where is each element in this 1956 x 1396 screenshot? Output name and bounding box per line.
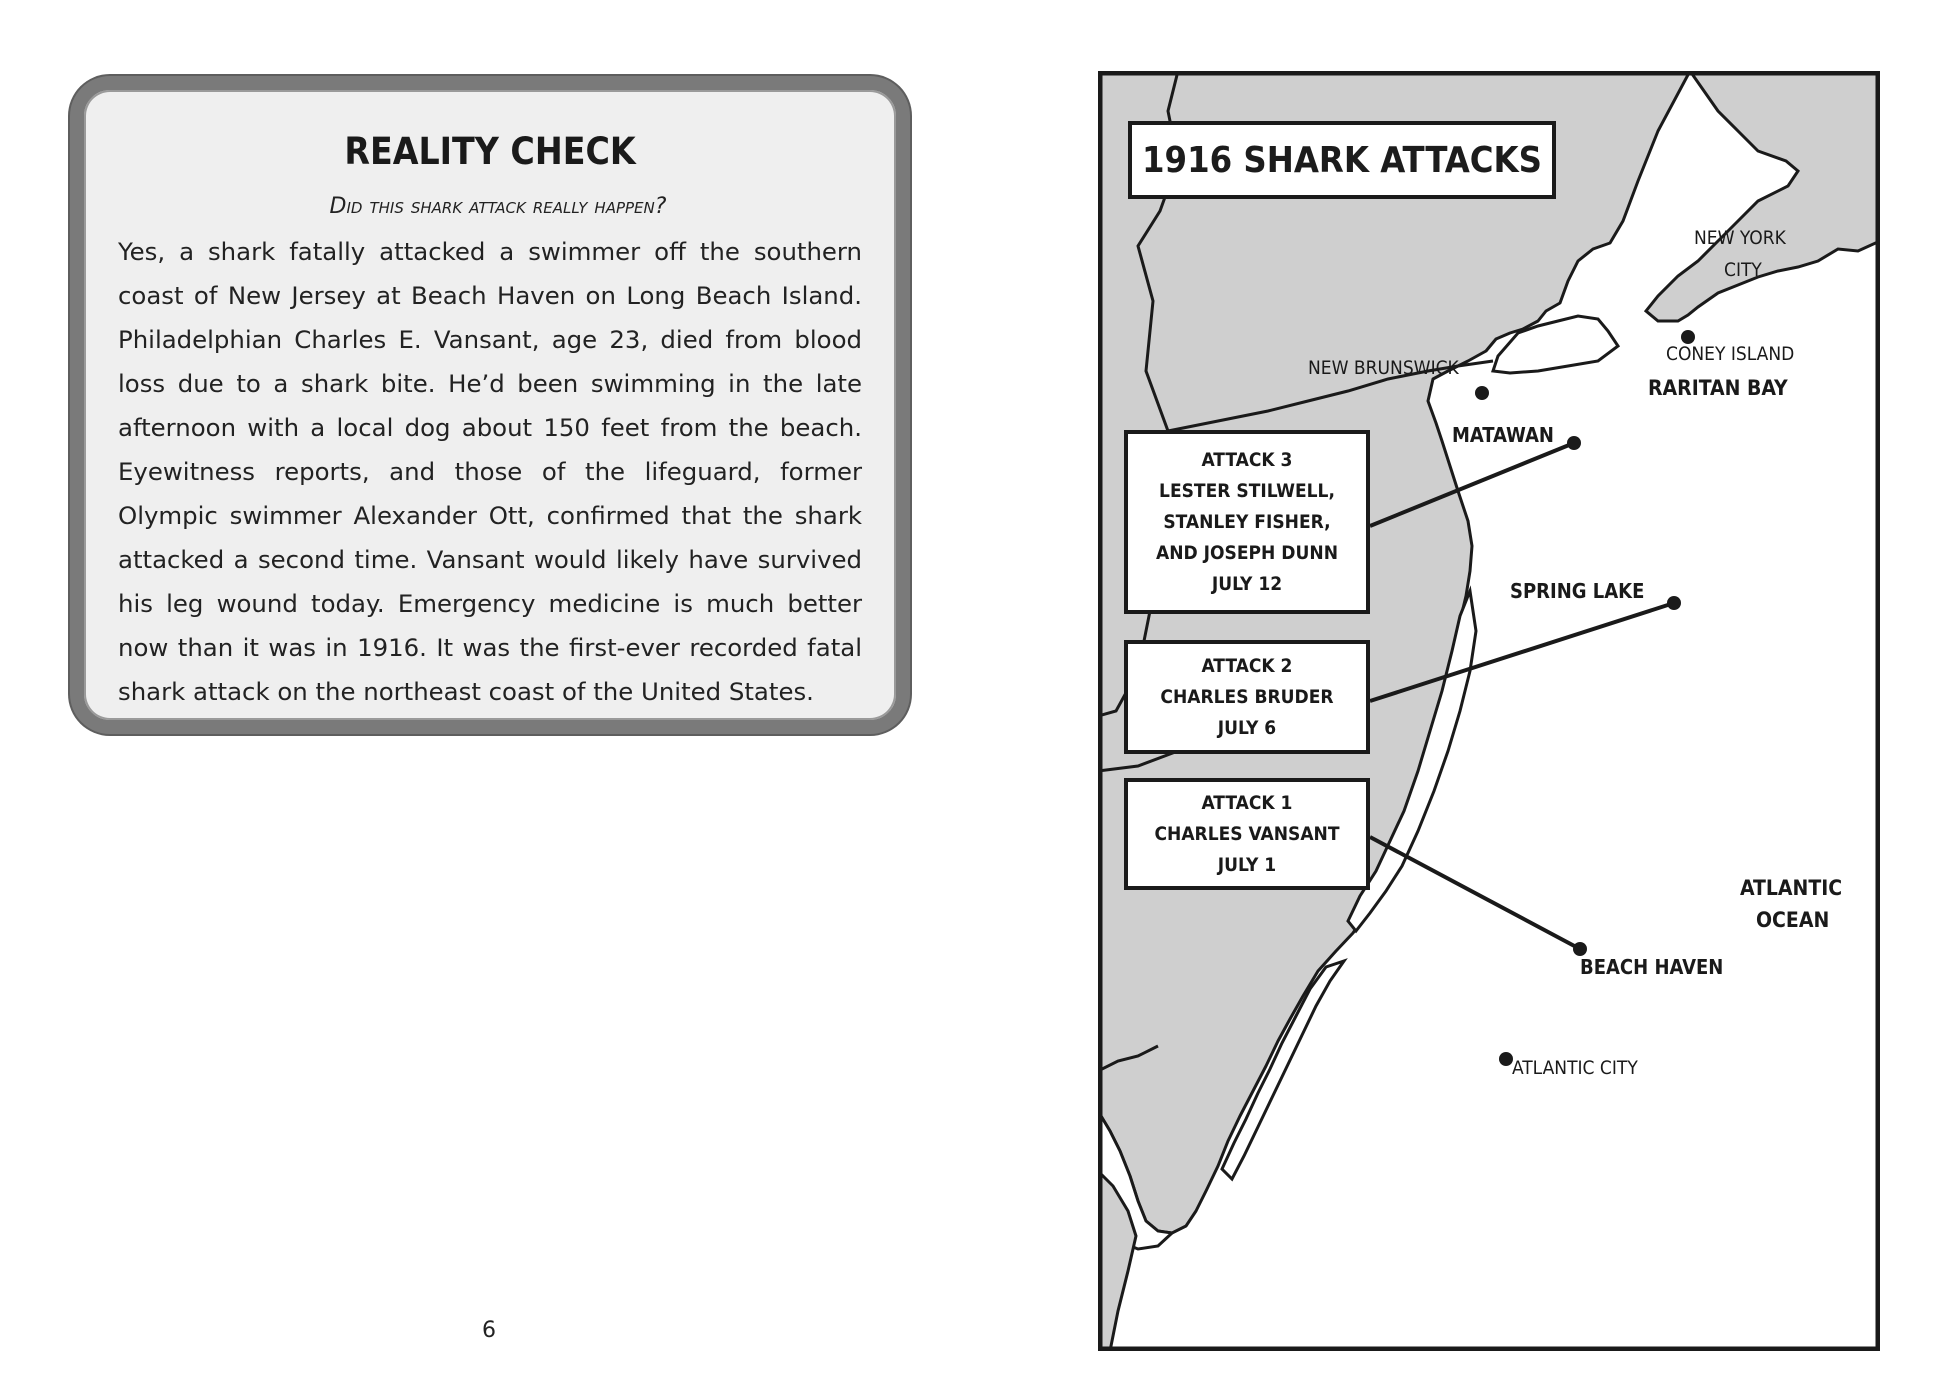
atlantic-city-dot xyxy=(1499,1052,1513,1066)
spring-lake-dot xyxy=(1667,596,1681,610)
label-raritan-bay: RARITAN BAY xyxy=(1648,376,1788,400)
attack-2-line-3: JULY 6 xyxy=(1217,716,1277,739)
label-matawan: MATAWAN xyxy=(1452,423,1554,447)
attack-2-line-1: ATTACK 2 xyxy=(1201,654,1293,677)
map-title: 1916 SHARK ATTACKS xyxy=(1128,121,1556,199)
label-city: CITY xyxy=(1724,259,1762,281)
attack-3-line-1: ATTACK 3 xyxy=(1201,448,1293,471)
label-beach-haven: BEACH HAVEN xyxy=(1580,955,1724,979)
attack-3-line-3: STANLEY FISHER, xyxy=(1163,510,1331,533)
attack-2-box xyxy=(1124,640,1370,754)
label-atlantic: ATLANTIC xyxy=(1740,876,1843,900)
reality-check-box xyxy=(70,76,910,734)
matawan-dot xyxy=(1567,436,1581,450)
label-new-brunswick: NEW BRUNSWICK xyxy=(1308,357,1459,379)
attack-1-box xyxy=(1124,778,1370,890)
reality-check-subtitle: Did this shark attack really happen? xyxy=(329,194,667,219)
reality-check-body: Yes, a shark fatally attacked a swimmer off the southern coast of New Jersey at Beach Haven on Long Beach Island. Philadelphian Charles E. Vansant, age 23, died from blood loss due to a shark bite. He’d been swimming in the late afternoon with a local dog about 150 feet from the beach. Eyewitness reports, and those of the lifeguard, former Olympic swimmer Alexander Ott, confirmed that the shark attacked a second time. Vansant would likely have survived his leg wound today. Emergency medicine is much better now than it was in 1916. It was the first-ever recorded fatal shark attack on the northeast coast of the United States. xyxy=(118,237,862,706)
label-atlantic-city: ATLANTIC CITY xyxy=(1512,1057,1638,1079)
attack-1-line-1: ATTACK 1 xyxy=(1201,791,1293,814)
attack-1-line-3: JULY 1 xyxy=(1217,853,1277,876)
reality-check-title: REALITY CHECK xyxy=(344,130,636,173)
attack-3-line-2: LESTER STILWELL, xyxy=(1159,479,1335,502)
attack-3-box xyxy=(1124,430,1370,614)
page-number: 6 xyxy=(482,1318,496,1343)
attack-3-line-4: AND JOSEPH DUNN xyxy=(1155,541,1338,564)
new-brunswick-dot xyxy=(1475,386,1489,400)
attack-2-line-2: CHARLES BRUDER xyxy=(1160,685,1334,708)
label-new-york: NEW YORK xyxy=(1694,227,1786,249)
beach-haven-dot xyxy=(1573,942,1587,956)
label-ocean: OCEAN xyxy=(1756,908,1830,932)
coney-island-dot xyxy=(1681,330,1695,344)
label-spring-lake: SPRING LAKE xyxy=(1510,579,1645,603)
label-coney-island: CONEY ISLAND xyxy=(1666,343,1795,365)
attack-1-line-2: CHARLES VANSANT xyxy=(1154,822,1340,845)
attack-3-line-5: JULY 12 xyxy=(1211,572,1283,595)
